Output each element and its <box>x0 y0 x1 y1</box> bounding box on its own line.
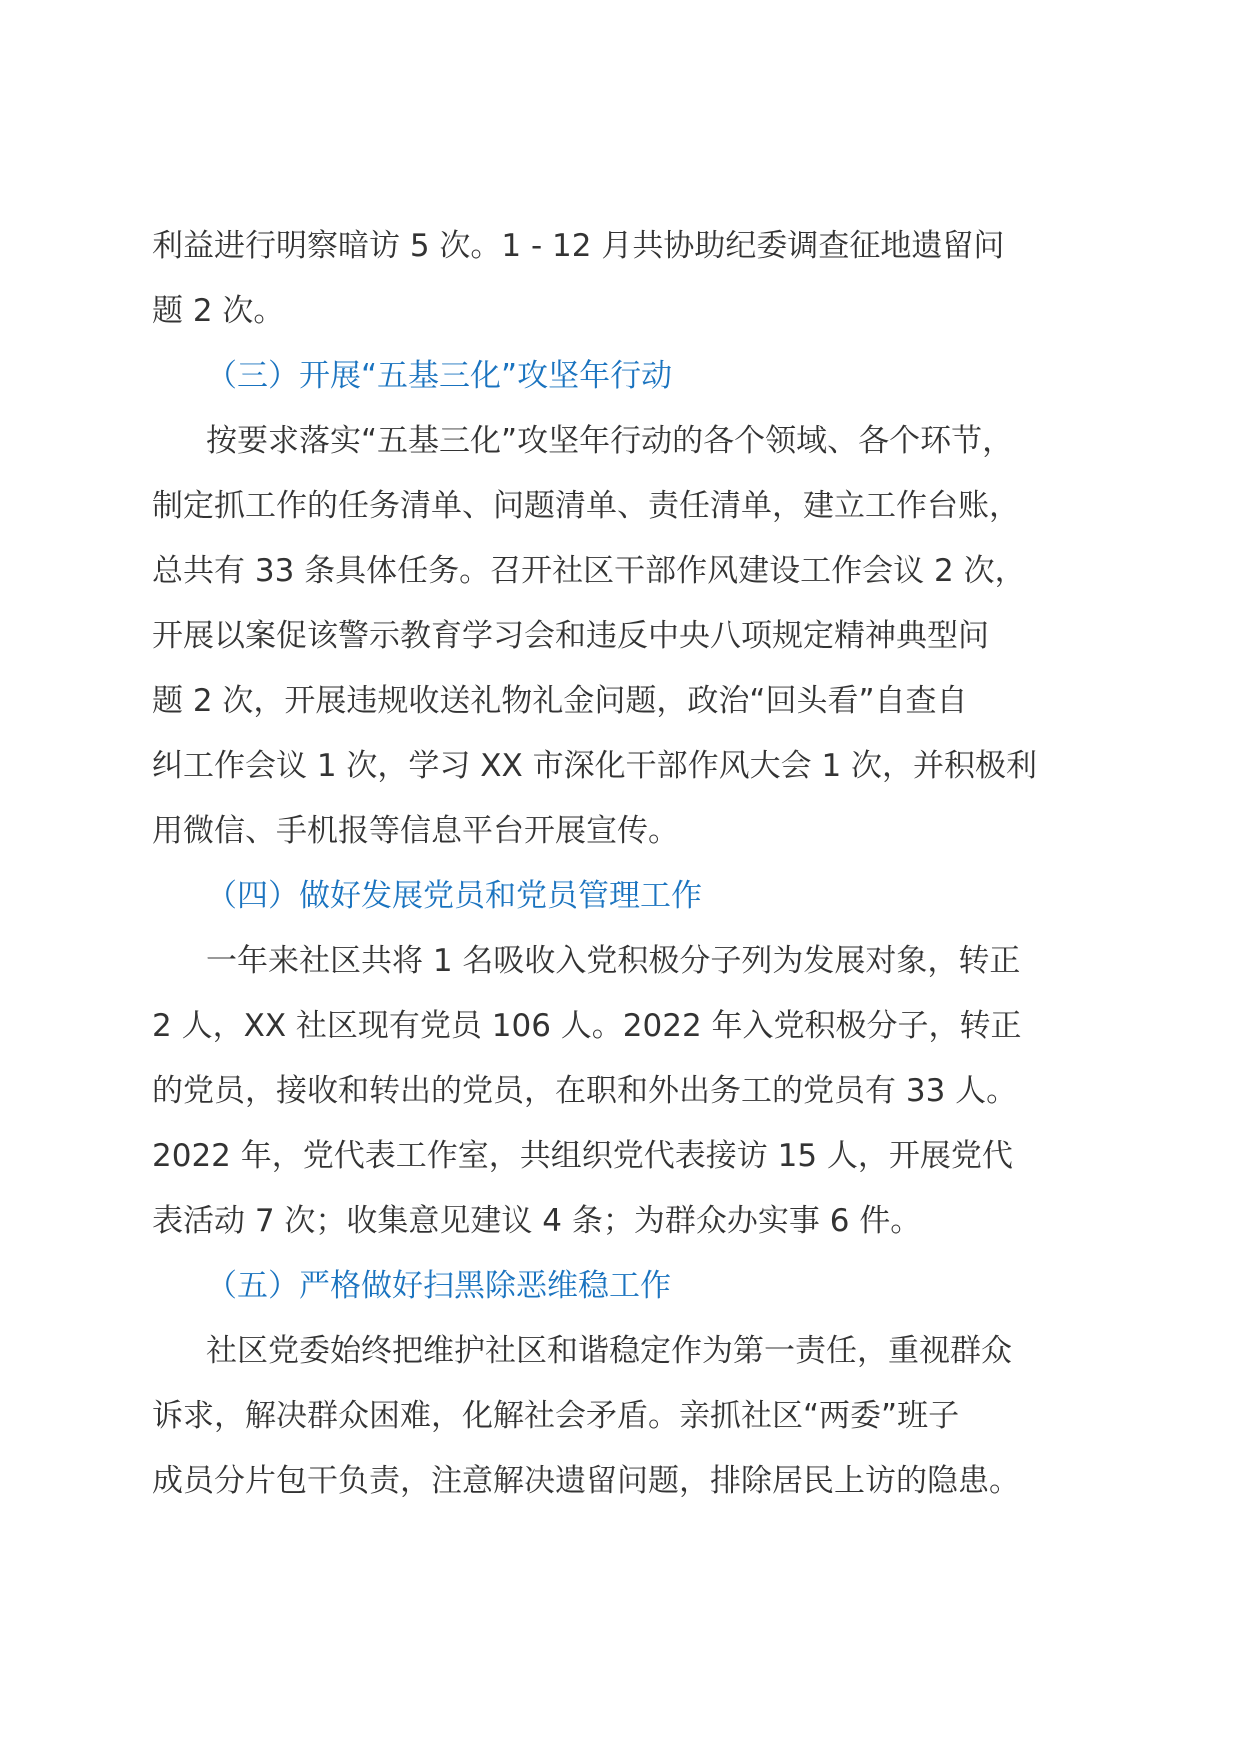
paragraph-line: 2 人，XX 社区现有党员 106 人。2022 年入党积极分子，转正 <box>152 1008 1022 1044</box>
paragraph-line: 题 2 次，开展违规收送礼物礼金问题，政治“回头看”自查自 <box>152 683 968 719</box>
document-body <box>152 214 1097 1514</box>
paragraph-line: 制定抓工作的任务清单、问题清单、责任清单，建立工作台账， <box>152 488 1020 524</box>
paragraph-line: 开展以案促该警示教育学习会和违反中央八项规定精神典型问 <box>152 618 989 654</box>
section-heading-3: （三）开展“五基三化”攻坚年行动 <box>206 358 673 394</box>
paragraph-line: 纠工作会议 1 次，学习 XX 市深化干部作风大会 1 次，并积极利 <box>152 748 1038 784</box>
paragraph-line: 诉求，解决群众困难，化解社会矛盾。亲抓社区“两委”班子 <box>152 1398 960 1434</box>
paragraph-line: 题 2 次。 <box>152 293 285 329</box>
paragraph-line: 用微信、手机报等信息平台开展宣传。 <box>152 813 679 849</box>
paragraph-line: 的党员，接收和转出的党员，在职和外出务工的党员有 33 人。 <box>152 1073 1018 1109</box>
paragraph-line: 利益进行明察暗访 5 次。1 - 12 月共协助纪委调查征地遗留问 <box>152 228 1005 264</box>
paragraph-line: 按要求落实“五基三化”攻坚年行动的各个领域、各个环节， <box>206 423 1014 459</box>
section-heading-4: （四）做好发展党员和党员管理工作 <box>206 878 702 914</box>
section-heading-5: （五）严格做好扫黑除恶维稳工作 <box>206 1268 671 1304</box>
paragraph-line: 总共有 33 条具体任务。召开社区干部作风建设工作会议 2 次， <box>152 553 1026 589</box>
paragraph-line: 一年来社区共将 1 名吸收入党积极分子列为发展对象，转正 <box>206 943 1021 979</box>
paragraph-line: 社区党委始终把维护社区和谐稳定作为第一责任，重视群众 <box>206 1333 1012 1369</box>
paragraph-line: 2022 年，党代表工作室，共组织党代表接访 15 人，开展党代 <box>152 1138 1013 1174</box>
paragraph-line: 成员分片包干负责，注意解决遗留问题，排除居民上访的隐患。 <box>152 1463 1020 1499</box>
paragraph-line: 表活动 7 次；收集意见建议 4 条；为群众办实事 6 件。 <box>152 1203 922 1239</box>
